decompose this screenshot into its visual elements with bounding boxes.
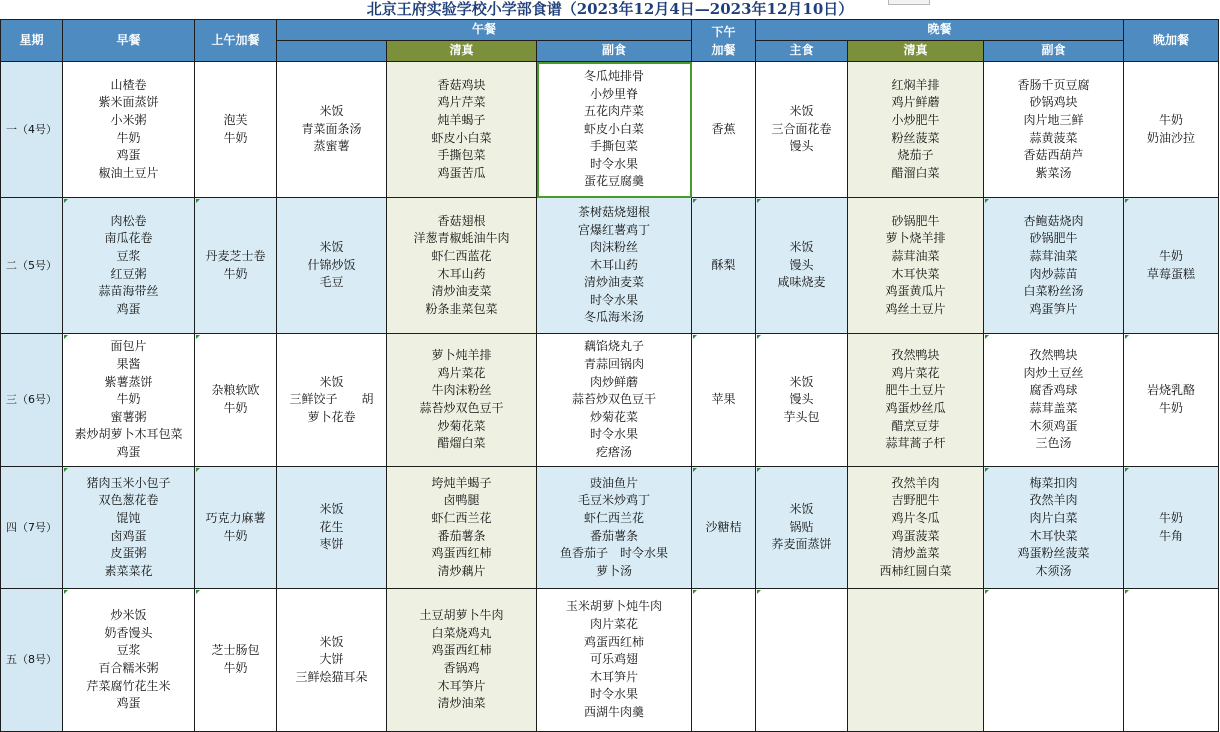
dish-item: 百合糯米粥 [98, 661, 159, 675]
dish-item: 豉油鱼片 [590, 475, 639, 490]
dish-item: 肉片地三鲜 [1023, 112, 1084, 127]
dish-item: 虾仁西兰花 [584, 510, 645, 525]
morning-snack-cell [195, 198, 277, 334]
dish-item: 白菜粉丝汤 [1023, 284, 1084, 299]
dish-item: 炒菊花菜 [590, 409, 639, 424]
dish-item: 牛奶 [116, 392, 141, 407]
dish-item: 米饭 [789, 104, 814, 119]
dish-item: 紫米面蒸饼 [98, 95, 159, 110]
dish-item: 茶树菇烧翅根 [578, 204, 651, 219]
lunch-side-cell [537, 467, 692, 589]
dish-item: 番茄薯条 [437, 528, 486, 543]
dish-item: 鸡片菜花 [891, 365, 940, 380]
dish-item: 宫爆红薯鸡丁 [578, 222, 651, 237]
dish-item: 腐香鸡球 [1029, 383, 1078, 398]
day-cell: 四（7号） [1, 467, 63, 589]
dish-item: 垮炖羊蝎子 [431, 475, 492, 490]
dish-item: 蒸蜜薯 [313, 139, 350, 154]
dish-item: 牛奶 [116, 130, 141, 145]
dish-item: 手撕包菜 [437, 148, 486, 163]
dish-item: 鸡蛋粉丝菠菜 [1017, 546, 1090, 561]
dish-item: 牛奶 [1159, 401, 1184, 415]
dish-item: 肉片菜花 [590, 617, 639, 632]
dish-item: 蒜茸盖菜 [1029, 401, 1078, 415]
evening-snack-cell [1124, 467, 1219, 589]
dish-item: 虾仁西兰花 [431, 510, 492, 525]
menu-table [0, 19, 1219, 732]
dish-item: 沙糖桔 [705, 519, 742, 534]
dinner-side-cell [984, 334, 1124, 467]
menu-body [1, 62, 1219, 732]
dish-item: 毛豆 [319, 275, 344, 290]
dinner-staple-cell [756, 589, 848, 732]
dish-item: 双色葱花卷 [98, 493, 159, 508]
dish-item: 三鲜烩猫耳朵 [295, 669, 368, 684]
dish-item: 木耳山药 [437, 266, 486, 281]
dish-item: 牛奶 [223, 528, 248, 543]
dinner-staple-cell [756, 334, 848, 467]
dish-item: 土豆胡萝卜牛肉 [419, 608, 504, 623]
dinner-staple-cell [756, 198, 848, 334]
lunch-halal-cell [387, 589, 537, 732]
evening-snack-cell [1124, 589, 1219, 732]
dish-item: 吉野肥牛 [891, 493, 940, 508]
dish-item: 鸡蛋西红柿 [431, 643, 492, 658]
dish-item: 牛肉沫粉丝 [431, 383, 492, 398]
dish-item: 清炒藕片 [437, 563, 486, 578]
dish-item: 鸡蛋黄瓜片 [885, 284, 946, 299]
dish-item: 锅贴 [789, 519, 814, 534]
dish-item: 鸡蛋苦瓜 [437, 165, 486, 180]
dish-item: 米饭 [319, 634, 344, 649]
dish-item: 萝卜炖羊排 [431, 348, 492, 363]
header-afternoon-snack [692, 20, 756, 62]
header-lunch-staple [277, 41, 387, 62]
lunch-staple-cell [277, 334, 387, 467]
header-lunch: 午餐 [277, 20, 692, 41]
dish-item: 冬瓜海米汤 [584, 310, 645, 325]
day-cell: 二（5号） [1, 198, 63, 334]
dish-item: 米饭 [319, 502, 344, 517]
dish-item: 枣饼 [319, 537, 344, 552]
dish-item: 萝卜花卷 [307, 409, 356, 424]
dish-item: 鸡片芹菜 [437, 95, 486, 110]
dish-item: 砂锅肥牛 [1029, 231, 1078, 246]
table-row [1, 334, 1219, 467]
dish-item: 蒜茸蒿子杆 [885, 436, 946, 451]
dish-item: 鸡蛋 [116, 444, 141, 459]
dish-item: 紫薯蒸饼 [104, 374, 153, 389]
table-row [1, 62, 1219, 198]
dish-item: 砂锅肥牛 [891, 213, 940, 228]
dish-item: 鸡片冬瓜 [891, 510, 940, 525]
dish-item: 时令水果 [590, 156, 639, 171]
dish-item: 藕馅烧丸子 [584, 339, 645, 354]
dish-item: 萝卜汤 [596, 563, 633, 578]
dish-item: 三鲜饺子 胡 [289, 392, 374, 407]
dinner-halal-cell [848, 589, 984, 732]
dish-item: 馄饨 [116, 510, 141, 525]
header-morning-snack: 上午加餐 [195, 20, 277, 62]
dish-item: 炒菊花菜 [437, 418, 486, 433]
afternoon-snack-cell [692, 467, 756, 589]
dinner-halal-cell [848, 62, 984, 198]
dish-item: 芹菜腐竹花生米 [86, 678, 171, 693]
dinner-staple-cell [756, 467, 848, 589]
dish-item: 砂锅鸡块 [1029, 95, 1078, 110]
day-cell: 一（4号） [1, 62, 63, 198]
dish-item: 鸡蛋 [116, 696, 141, 711]
dish-item: 清炒油菜 [437, 696, 486, 711]
dish-item: 虾皮小白菜 [584, 121, 645, 136]
breakfast-cell [63, 589, 195, 732]
dish-item: 炖羊蝎子 [437, 112, 486, 127]
dish-item: 苹果 [711, 392, 736, 407]
table-row [1, 589, 1219, 732]
dish-item: 孜然鸭块 [891, 348, 940, 363]
dish-item: 牛角 [1159, 528, 1184, 543]
dish-item: 孜然羊肉 [1029, 493, 1078, 508]
dish-item: 木耳快菜 [891, 266, 940, 281]
dish-item: 豆浆 [116, 643, 141, 658]
lunch-side-cell [537, 334, 692, 467]
dish-item: 米饭 [789, 240, 814, 255]
dish-item: 青菜面条汤 [301, 121, 362, 136]
dish-item: 卤鸭腿 [443, 493, 480, 508]
header-breakfast: 早餐 [63, 20, 195, 62]
dish-item: 蒜苔炒双色豆干 [572, 392, 657, 407]
dish-item: 鸡蛋西红柿 [431, 546, 492, 561]
dish-item: 虾仁西蓝花 [431, 248, 492, 263]
dish-item: 鸡片菜花 [437, 365, 486, 380]
dish-item: 梅菜扣肉 [1029, 475, 1078, 490]
lunch-halal-cell [387, 198, 537, 334]
dish-item: 馒头 [789, 257, 814, 272]
dish-item: 香菇西葫芦 [1023, 148, 1084, 163]
dish-item: 蒜黄菠菜 [1029, 130, 1078, 145]
afternoon-snack-cell [692, 589, 756, 732]
lunch-halal-cell [387, 467, 537, 589]
header-dinner-halal: 清真 [848, 41, 984, 62]
dinner-side-cell [984, 589, 1124, 732]
dish-item: 牛奶 [223, 266, 248, 281]
dish-item: 鱼香茄子 时令水果 [560, 546, 669, 561]
lunch-halal-cell [387, 334, 537, 467]
dish-item: 香锅鸡 [443, 661, 480, 675]
dish-item: 醋溜白菜 [891, 165, 940, 180]
header-evening-snack: 晚加餐 [1124, 20, 1219, 62]
dish-item: 木须鸡蛋 [1029, 418, 1078, 433]
dish-item: 酥梨 [711, 257, 736, 272]
dish-item: 肉炒蒜苗 [1029, 266, 1078, 281]
dish-item: 红豆粥 [110, 266, 147, 281]
dish-item: 芋头包 [783, 409, 820, 424]
dish-item: 花生 [319, 519, 344, 534]
dish-item: 蒜茸油菜 [891, 248, 940, 263]
lunch-staple-cell [277, 198, 387, 334]
dish-item: 蛋花豆腐羹 [584, 174, 645, 189]
dish-item: 米饭 [319, 374, 344, 389]
dish-item: 草莓蛋糕 [1147, 266, 1196, 281]
morning-snack-cell [195, 589, 277, 732]
morning-snack-cell [195, 467, 277, 589]
day-cell: 三（6号） [1, 334, 63, 467]
dish-item: 米饭 [319, 240, 344, 255]
morning-snack-cell [195, 334, 277, 467]
day-cell: 五（8号） [1, 589, 63, 732]
dish-item: 馒头 [789, 392, 814, 407]
evening-snack-cell [1124, 198, 1219, 334]
dish-item: 烧茄子 [897, 148, 934, 163]
dish-item: 木须汤 [1035, 563, 1072, 578]
dish-item: 鸡蛋炒丝瓜 [885, 401, 946, 415]
dish-item: 素菜菜花 [104, 563, 153, 578]
dish-item: 五花肉芹菜 [584, 104, 645, 119]
dish-item: 肉炒鲜蘑 [590, 374, 639, 389]
dish-item: 孜然羊肉 [891, 475, 940, 490]
evening-snack-cell [1124, 334, 1219, 467]
dish-item: 鸡蛋 [116, 148, 141, 163]
dinner-halal-cell [848, 467, 984, 589]
dish-item: 牛奶 [1159, 112, 1184, 127]
dish-item: 猪肉玉米小包子 [86, 475, 171, 490]
dish-item: 鸡蛋菠菜 [891, 528, 940, 543]
afternoon-snack-cell [692, 334, 756, 467]
morning-snack-cell [195, 62, 277, 198]
lunch-staple-cell [277, 62, 387, 198]
dish-item: 时令水果 [590, 687, 639, 702]
header-lunch-side: 副食 [537, 41, 692, 62]
dish-item: 玉米胡萝卜炖牛肉 [566, 599, 663, 614]
dish-item: 南瓜花卷 [104, 231, 153, 246]
dish-item: 蒜苔炒双色豆干 [419, 401, 504, 415]
dish-item: 疙瘩汤 [596, 444, 633, 459]
dish-item: 清炒盖菜 [891, 546, 940, 561]
dish-item: 什锦炒饭 [307, 257, 356, 272]
afternoon-snack-cell [692, 62, 756, 198]
dish-item: 孜然鸭块 [1029, 348, 1078, 363]
dish-item: 米饭 [319, 104, 344, 119]
dish-item: 红焖羊排 [891, 77, 940, 92]
dinner-halal-cell [848, 334, 984, 467]
lunch-side-cell [537, 198, 692, 334]
dish-item: 肉松卷 [110, 213, 147, 228]
dish-item: 蜜薯粥 [110, 409, 147, 424]
dish-item: 杏鲍菇烧肉 [1023, 213, 1084, 228]
dish-item: 大饼 [319, 652, 344, 667]
dish-item: 萝卜烧羊排 [885, 231, 946, 246]
dish-item: 鸡片鲜蘑 [891, 95, 940, 110]
dish-item: 虾皮小白菜 [431, 130, 492, 145]
table-row [1, 467, 1219, 589]
dish-item: 青蒜回锅肉 [584, 357, 645, 372]
dish-item: 清炒油麦菜 [584, 275, 645, 290]
dish-item: 蒜苗海带丝 [98, 284, 159, 299]
dish-item: 毛豆米炒鸡丁 [578, 493, 651, 508]
dish-item: 白菜烧鸡丸 [431, 625, 492, 640]
header-dinner-staple: 主食 [756, 41, 848, 62]
dish-item: 豆浆 [116, 248, 141, 263]
dish-item: 小炒肥牛 [891, 112, 940, 127]
breakfast-cell [63, 62, 195, 198]
dish-item: 西柿红圆白菜 [879, 563, 952, 578]
dish-item: 冬瓜炖排骨 [584, 68, 645, 83]
dish-item: 手撕包菜 [590, 139, 639, 154]
dish-item: 三色汤 [1035, 436, 1072, 451]
dish-item: 炒米饭 [110, 608, 147, 623]
dish-item: 肉片白菜 [1029, 510, 1078, 525]
dish-item: 鸡蛋西红柿 [584, 634, 645, 649]
dish-item: 鸡丝土豆片 [885, 301, 946, 316]
breakfast-cell [63, 467, 195, 589]
dish-item: 皮蛋粥 [110, 546, 147, 561]
dish-item: 醋烹豆芽 [891, 418, 940, 433]
dish-item: 番茄薯条 [590, 528, 639, 543]
dish-item: 木耳快菜 [1029, 528, 1078, 543]
dish-item: 牛奶 [1159, 248, 1184, 263]
dinner-staple-cell [756, 62, 848, 198]
dish-item: 小米粥 [110, 112, 147, 127]
dish-item: 粉丝菠菜 [891, 130, 940, 145]
dish-item: 面包片 [110, 339, 147, 354]
dinner-halal-cell [848, 198, 984, 334]
breakfast-cell [63, 198, 195, 334]
header-box [888, 0, 930, 5]
dish-item: 香菇翅根 [437, 213, 486, 228]
breakfast-cell [63, 334, 195, 467]
dish-item: 椒油土豆片 [98, 165, 159, 180]
page-title: 北京王府实验学校小学部食谱（2023年12月4日—2023年12月10日） [366, 0, 854, 18]
dish-item: 奶油沙拉 [1147, 130, 1196, 145]
dish-item: 丹麦芝士卷 [205, 248, 266, 263]
dish-item: 馒头 [789, 139, 814, 154]
dish-item: 西湖牛肉羹 [584, 704, 645, 719]
dish-item: 三合面花卷 [771, 121, 832, 136]
dish-item: 果酱 [116, 357, 141, 372]
lunch-side-cell [537, 589, 692, 732]
dish-item: 木耳山药 [590, 257, 639, 272]
dish-item: 岩烧乳酪 [1147, 383, 1196, 398]
dish-item: 牛奶 [1159, 510, 1184, 525]
dish-item: 时令水果 [590, 427, 639, 442]
dinner-side-cell [984, 198, 1124, 334]
header-weekday: 星期 [1, 20, 63, 62]
dish-item: 卤鸡蛋 [110, 528, 147, 543]
dish-item: 肥牛土豆片 [885, 383, 946, 398]
dish-item: 粉条韭菜包菜 [425, 301, 498, 316]
dish-item: 香肠千页豆腐 [1017, 77, 1090, 92]
afternoon-snack-cell [692, 198, 756, 334]
dish-item: 巧克力麻薯 [205, 510, 266, 525]
header-dinner-side: 副食 [984, 41, 1124, 62]
dish-item: 杂粮软欧 [211, 383, 260, 398]
table-row [1, 198, 1219, 334]
dish-item: 紫菜汤 [1035, 165, 1072, 180]
lunch-staple-cell [277, 467, 387, 589]
dish-item: 鸡蛋笋片 [1029, 301, 1078, 316]
dish-item: 鸡蛋 [116, 301, 141, 316]
dish-item: 荞麦面蒸饼 [771, 537, 832, 552]
dish-item: 木耳笋片 [437, 678, 486, 693]
dish-item: 清炒油麦菜 [431, 284, 492, 299]
dish-item: 可乐鸡翅 [590, 652, 639, 667]
dish-item: 肉炒土豆丝 [1023, 365, 1084, 380]
dish-item: 时令水果 [590, 292, 639, 307]
dinner-side-cell [984, 467, 1124, 589]
dish-item: 洋葱青椒蚝油牛肉 [413, 231, 510, 246]
dish-item: 蒜茸油菜 [1029, 248, 1078, 263]
header-dinner: 晚餐 [756, 20, 1124, 41]
dish-item: 素炒胡萝卜木耳包菜 [74, 427, 183, 442]
dish-item: 牛奶 [223, 401, 248, 415]
lunch-staple-cell [277, 589, 387, 732]
lunch-halal-cell [387, 62, 537, 198]
dish-item: 香菇鸡块 [437, 77, 486, 92]
dish-item: 牛奶 [223, 661, 248, 675]
dish-item: 醋熘白菜 [437, 436, 486, 451]
dish-item: 牛奶 [223, 130, 248, 145]
evening-snack-cell [1124, 62, 1219, 198]
header-lunch-halal: 清真 [387, 41, 537, 62]
dish-item: 小炒里脊 [590, 86, 639, 101]
dish-item: 肉沫粉丝 [590, 240, 639, 255]
lunch-side-cell [537, 62, 692, 198]
dish-item: 米饭 [789, 374, 814, 389]
dish-item: 香蕉 [711, 121, 736, 136]
header-afternoon-snack-label: 下午加餐 [711, 24, 736, 57]
dish-item: 木耳笋片 [590, 669, 639, 684]
dish-item: 山楂卷 [110, 77, 147, 92]
dish-item: 奶香馒头 [104, 625, 153, 640]
dinner-side-cell [984, 62, 1124, 198]
dish-item: 芝士肠包 [211, 643, 260, 658]
dish-item: 米饭 [789, 502, 814, 517]
dish-item: 咸味烧麦 [777, 275, 826, 290]
dish-item: 泡芙 [223, 112, 248, 127]
